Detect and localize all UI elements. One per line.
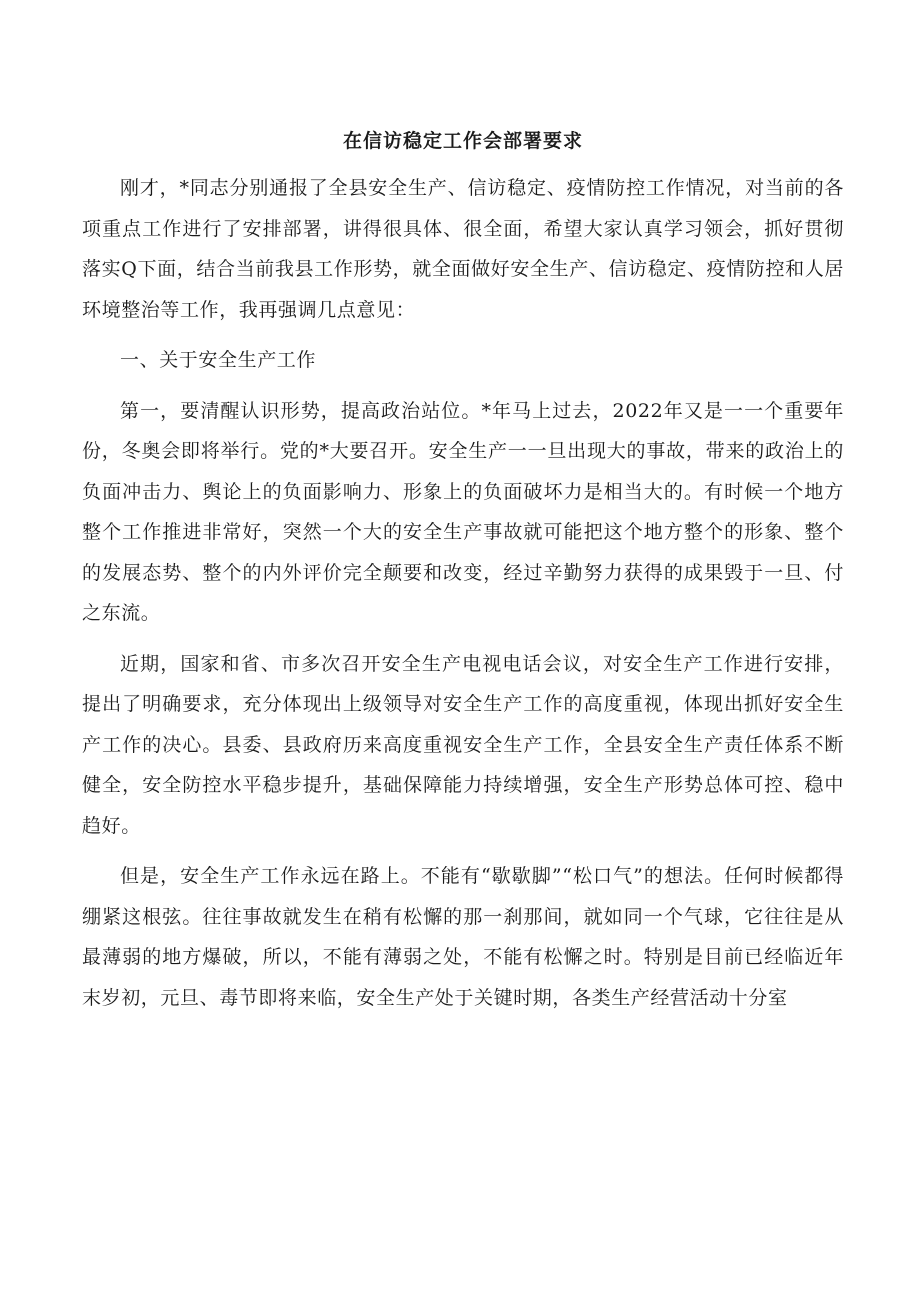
document-page [82,0,844,1018]
document-title: 在信访稳定工作会部署要求 [342,130,583,152]
section-heading-safety: 一、关于安全生产工作 [120,349,317,371]
paragraph-recent-meetings: 近期，国家和省、市多次召开安全生产电视电话会议，对安全生产工作进行安排，提出了明确要求，充分体现出上级领导对安全生产工作的高度重视，体现出抓好安全生产工作的决心。县委、县政府历来高度重视安全生产工作，全县安全生产责任体系不断健全，安全防控水平稳步提升，基础保障能力持续增强，安全生产形势总体可控、稳中趋好。 [82,652,844,837]
paragraph-first-point: 第一，要清醒认识形势，提高政治站位。*年马上过去，2022年又是一一个重要年份，冬奥会即将举行。党的*大要召开。安全生产一一旦出现大的事故，带来的政治上的负面冲击力、舆论上的负面影响力、形象上的负面破坏力是相当大的。有时候一个地方整个工作推进非常好，突然一个大的安全生产事故就可能把这个地方整个的形象、整个的发展态势、整个的内外评价完全颠要和改变，经过辛勤努力获得的成果毁于一旦、付之东流。 [82,399,844,624]
paragraph-always-on-road: 但是，安全生产工作永远在路上。不能有“歇歇脚”“松口气”的想法。任何时候都得绷紧这根弦。往往事故就发生在稍有松懈的那一刹那间，就如同一个气球，它往往是从最薄弱的地方爆破，所以，不能有薄弱之处，不能有松懈之时。特别是目前已经临近年末岁初，元旦、毒节即将来临，安全生产处于关键时期，各类生产经营活动十分室 [82,865,844,1009]
paragraph-intro: 刚才，*同志分别通报了全县安全生产、信访稳定、疫情防控工作情况，对当前的各项重点工作进行了安排部署，讲得很具体、很全面，希望大家认真学习领会，抓好贯彻落实Q下面，结合当前我县工作形势，就全面做好安全生产、信访稳定、疫情防控和人居环境整治等工作，我再强调几点意见： [82,177,844,321]
